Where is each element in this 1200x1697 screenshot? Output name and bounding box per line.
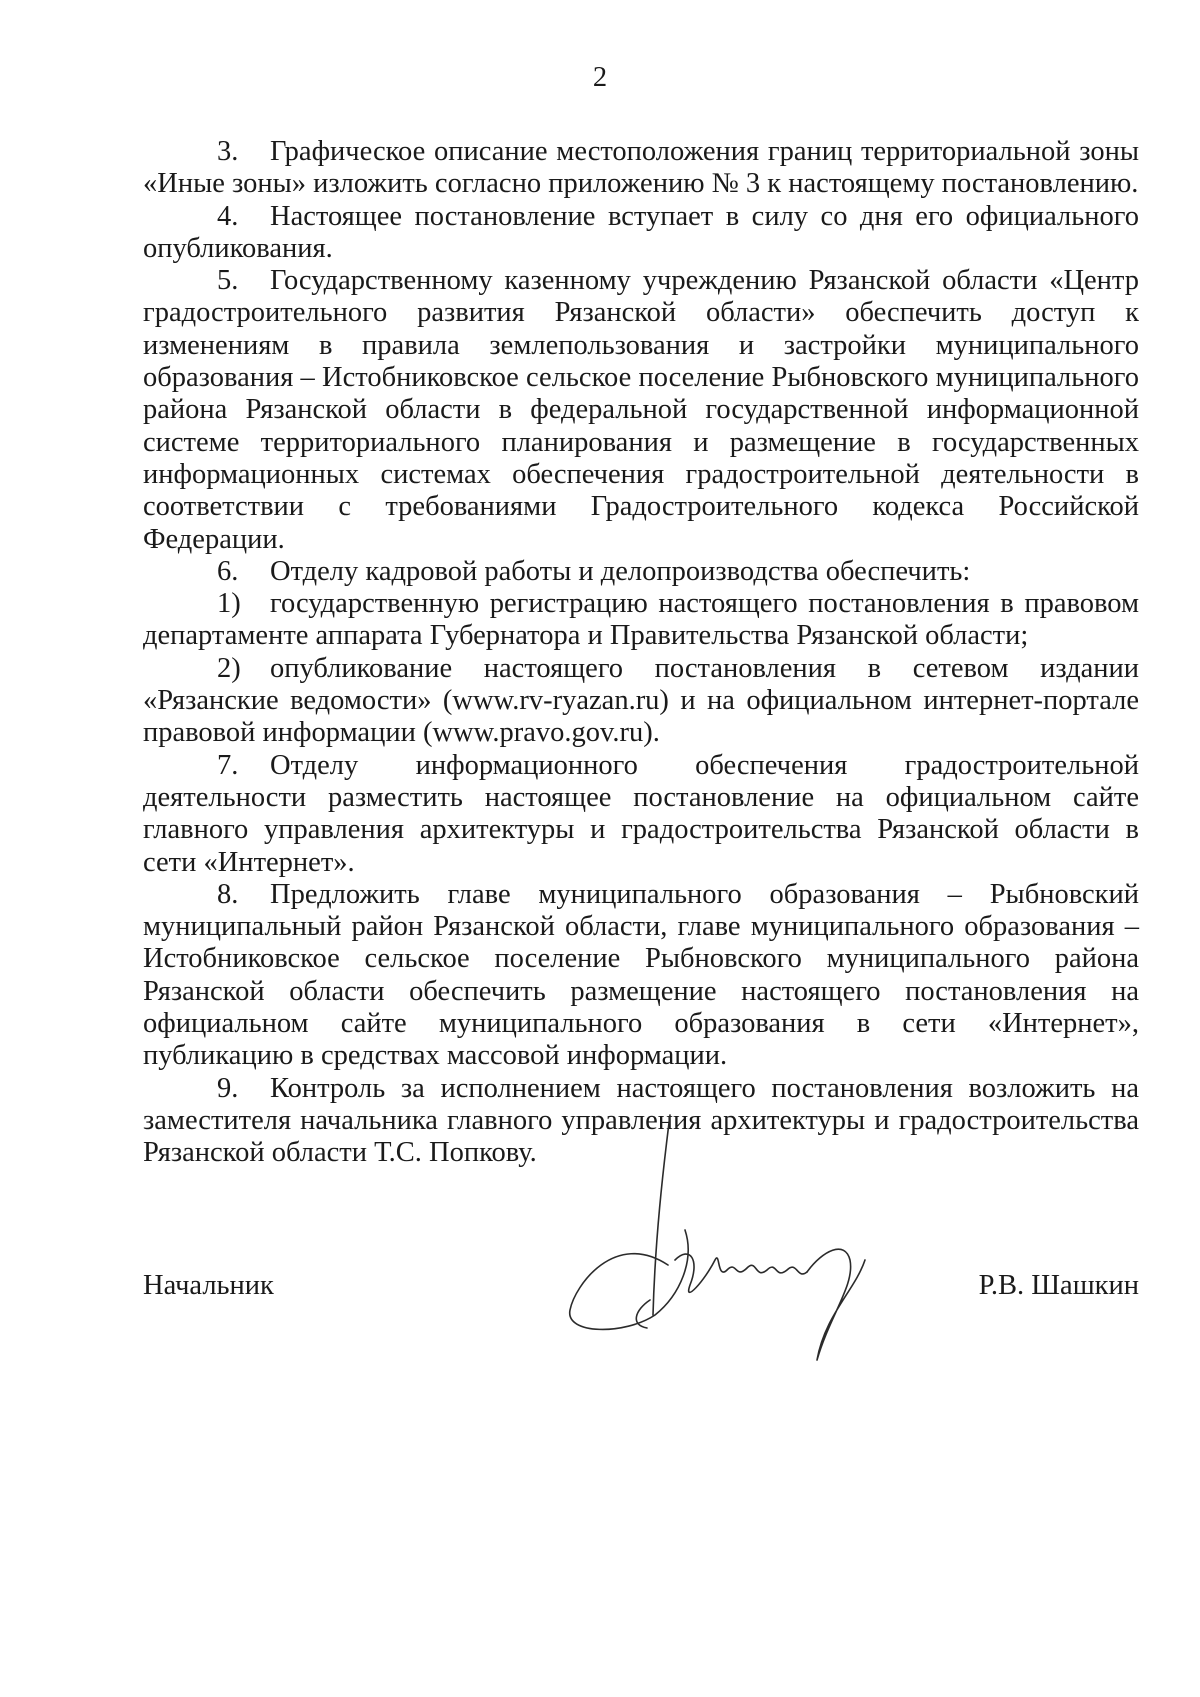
handwritten-signature [555,1110,885,1370]
document-body [143,136,1139,1170]
paragraph-text: Отделу кадровой работы и делопроизводства обеспечить: [270,555,971,587]
signature-stroke-underline [636,1300,650,1328]
paragraph-7 [143,750,1139,879]
paragraph-number: 1) [217,588,241,620]
paragraph-number: 9. [217,1072,239,1104]
paragraph-text: Настоящее постановление вступает в силу со дня его официального опубликования. [143,200,1139,264]
paragraph-text: Предложить главе муниципального образования – Рыбновский муниципальный район Рязанской области, главе муниципального образования – Истобниковское сельское поселение Рыбновского муниципального района Рязанской области обеспечить размещение настоящего постановления на официальном сайте муниципального образования в сети «Интернет», публикацию в средствах массовой информации. [143,878,1139,1072]
paragraph-number: 8. [217,878,239,910]
paragraph-number: 5. [217,265,239,297]
page-number: 2 [592,62,608,93]
paragraph-text: Контроль за исполнением настоящего постановления возложить на заместителя начальника главного управления архитектуры и градостроительства Рязанской области Т.С. Попкову. [143,1072,1139,1169]
paragraph-number: 2) [217,652,241,684]
paragraph-text: Государственному казенному учреждению Рязанской области «Центр градостроительного развития Рязанской области» обеспечить доступ к изменениям в правила землепользования и застройки муниципального образования – Истобниковское сельское поселение Рыбновского муниципального района Рязанской области в федеральной государственной информационной системе территориального планирования и размещение в государственных информационных системах обеспечения градостроительной деятельности в соответствии с требованиями Градостроительного кодекса Российской Федерации. [143,265,1139,555]
paragraph-4 [143,201,1139,266]
subparagraph-2 [143,653,1139,750]
subparagraph-1 [143,588,1139,653]
paragraph-3 [143,136,1139,201]
signature-stroke-tail [807,1249,865,1360]
paragraph-number: 6. [217,555,239,587]
signature-block [143,1270,1139,1302]
paragraph-number: 4. [217,200,239,232]
paragraph-text: опубликование настоящего постановления в сетевом издании «Рязанские ведомости» (www.rv-ryazan.ru) и на официальном интернет-портале правовой информации (www.pravo.gov.ru). [143,652,1139,749]
paragraph-text: Графическое описание местоположения границ территориальной зоны «Иные зоны» изложить согласно приложению № 3 к настоящему постановлению. [143,136,1139,200]
paragraph-5 [143,265,1139,556]
signatory-position: Начальник [143,1270,274,1301]
paragraph-6 [143,556,1139,588]
paragraph-text: Отделу информационного обеспечения градостроительной деятельности разместить настоящее постановление на официальном сайте главного управления архитектуры и градостроительства Рязанской области в сети «Интернет». [143,749,1139,878]
paragraph-number: 7. [217,749,239,781]
paragraph-number: 3. [217,136,239,167]
signatory-name: Р.В. Шашкин [978,1270,1139,1301]
paragraph-8 [143,879,1139,1073]
paragraph-text: государственную регистрацию настоящего постановления в правовом департаменте аппарата Губернатора и Правительства Рязанской области; [143,588,1139,652]
